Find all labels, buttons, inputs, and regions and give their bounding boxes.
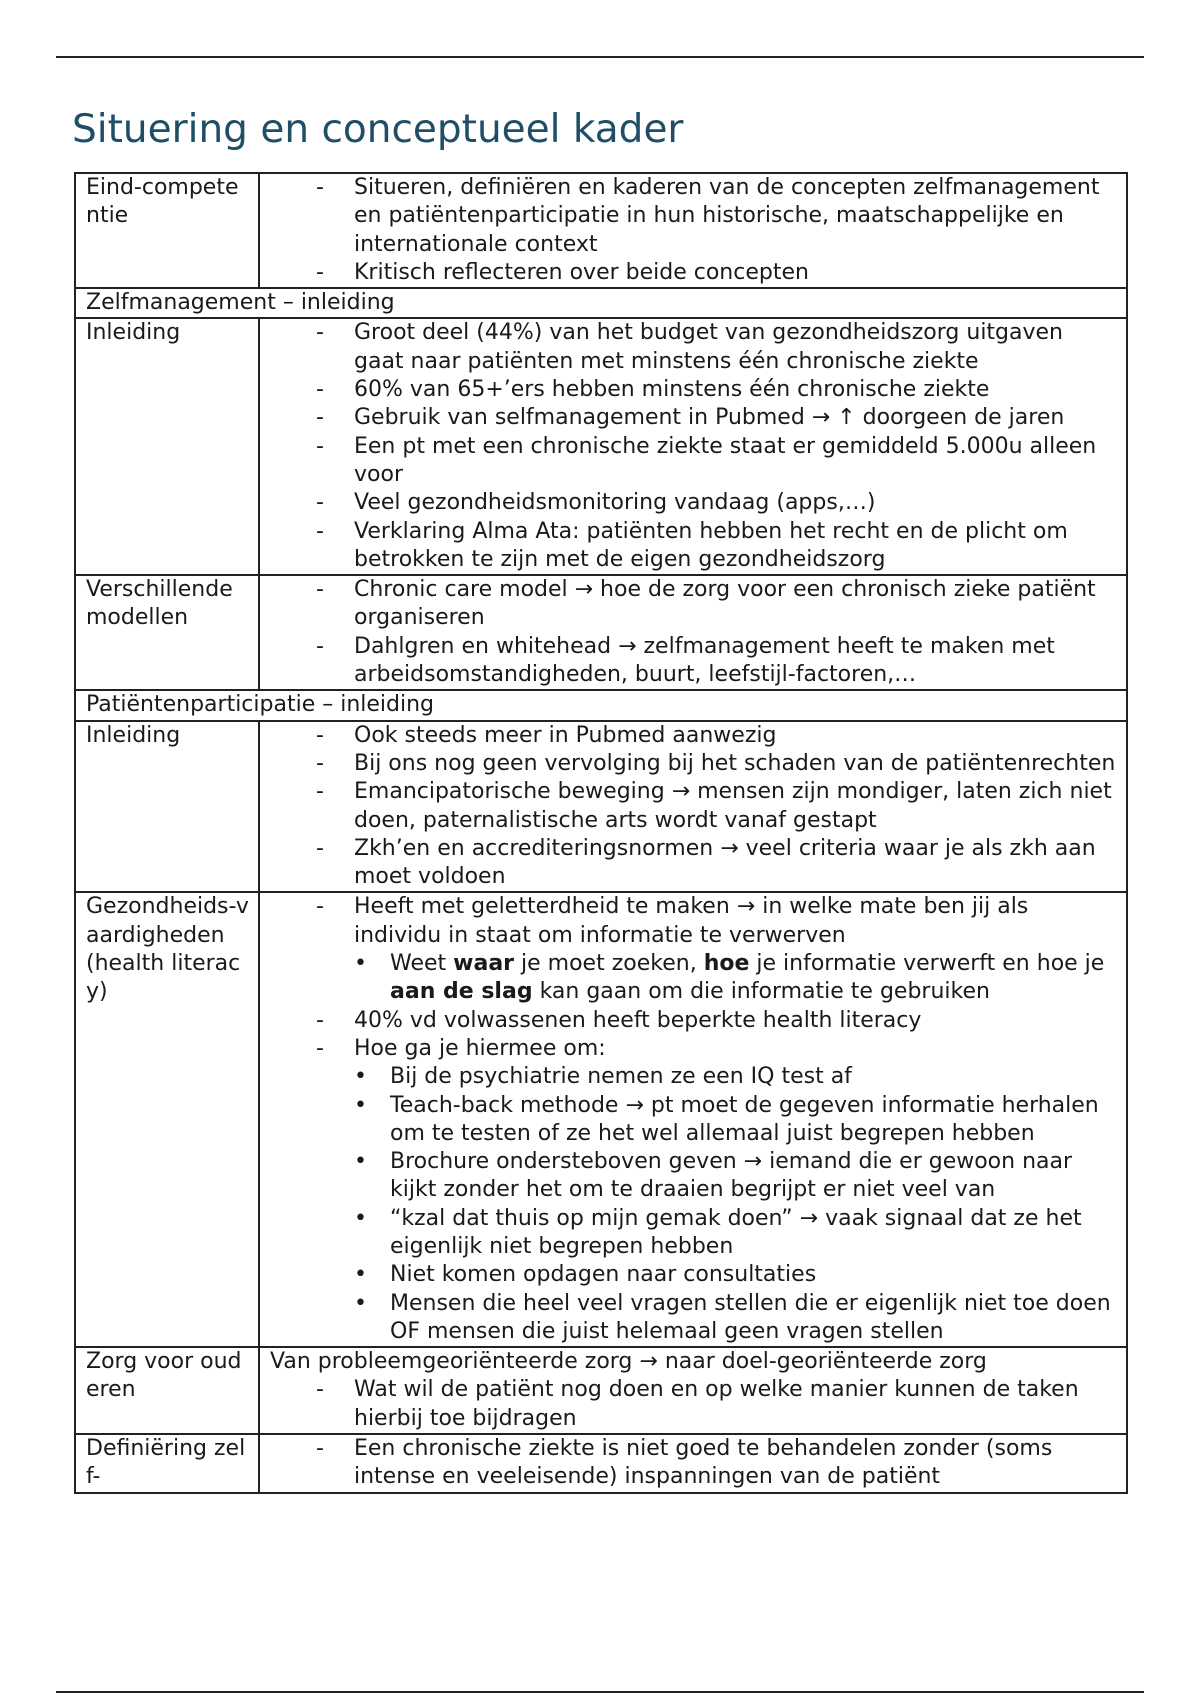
row-intro: Van probleemgeoriënteerde zorg → naar doel-georiënteerde zorg (270, 1349, 987, 1375)
dash-list (270, 319, 1118, 574)
text-run: je informatie verwerft en hoe je (749, 951, 1105, 977)
list-item: - Een pt met een chronische ziekte staat er gemiddeld 5.000u alleen voor (270, 433, 1118, 490)
list-item: - Chronic care model → hoe de zorg voor een chronisch zieke patiënt organiseren (270, 576, 1118, 633)
list-item: - Ook steeds meer in Pubmed aanwezig (270, 722, 1118, 750)
list-item: - Groot deel (44%) van het budget van gezondheidszorg uitgaven gaat naar patiënten met minstens één chronische ziekte (270, 319, 1118, 376)
text-run: Weet (390, 951, 454, 977)
list-item: - 60% van 65+’ers hebben minstens één chronische ziekte (270, 376, 1118, 404)
list-item: - Kritisch reflecteren over beide concepten (270, 259, 1118, 287)
bold-run: waar (453, 951, 515, 977)
bold-run: hoe (703, 951, 750, 977)
section-heading-row (75, 690, 1127, 720)
row-content (259, 318, 1127, 575)
text-run: je moet zoeken, (514, 951, 704, 977)
list-item: - Bij ons nog geen vervolging bij het schaden van de patiëntenrechten (270, 750, 1118, 778)
list-item (270, 893, 1118, 1006)
row-label: Inleiding (75, 721, 259, 893)
list-item: - Zkh’en en accrediteringsnormen → veel criteria waar je als zkh aan moet voldoen (270, 835, 1118, 892)
text-run: kan gaan om die informatie te gebruiken (532, 979, 990, 1005)
row-content (259, 721, 1127, 893)
list-item: - Een chronische ziekte is niet goed te behandelen zonder (soms intense en veeleisende) inspanningen van de patiënt (270, 1435, 1118, 1492)
dash-list (270, 1376, 1118, 1433)
list-item-text: Hoe ga je hiermee om: (354, 1035, 606, 1061)
section-heading: Patiëntenparticipatie – inleiding (75, 690, 1127, 720)
dash-list (270, 576, 1118, 689)
bullet-item: • “kzal dat thuis op mijn gemak doen” → vaak signaal dat ze het eigenlijk niet begrepen hebben (354, 1205, 1118, 1262)
page-title: Situering en conceptueel kader (72, 107, 684, 152)
list-item: - 40% vd volwassenen heeft beperkte health literacy (270, 1007, 1118, 1035)
list-item: - Gebruik van selfmanagement in Pubmed → ↑ doorgeen de jaren (270, 404, 1118, 432)
dash-list (270, 174, 1118, 287)
table-row (75, 721, 1127, 893)
bullet-item: • Mensen die heel veel vragen stellen die er eigenlijk niet toe doen OF mensen die juist helemaal geen vragen stellen (354, 1290, 1118, 1347)
row-label: Definiëring zelf- (75, 1434, 259, 1493)
bullet-item: • Bij de psychiatrie nemen ze een IQ test af (354, 1063, 1118, 1091)
bullet-list (354, 950, 1118, 1007)
bullet-item (354, 950, 1118, 1007)
row-label: Verschillende modellen (75, 575, 259, 690)
bold-run: aan de slag (390, 979, 533, 1005)
table-row (75, 575, 1127, 690)
row-content (259, 575, 1127, 690)
dash-list (270, 893, 1118, 1346)
top-rule (56, 56, 1144, 58)
row-label: Gezondheids-vaardigheden (health literacy) (75, 892, 259, 1347)
section-heading-row (75, 288, 1127, 318)
dash-list (270, 1435, 1118, 1492)
list-item (270, 1035, 1118, 1346)
bullet-item: • Teach-back methode → pt moet de gegeven informatie herhalen om te testen of ze het wel allemaal juist begrepen hebben (354, 1092, 1118, 1149)
list-item: - Emancipatorische beweging → mensen zijn mondiger, laten zich niet doen, paternalistische arts wordt vanaf gestapt (270, 778, 1118, 835)
row-content (259, 1434, 1127, 1493)
bullet-list (354, 1063, 1118, 1346)
bottom-rule (56, 1691, 1144, 1693)
row-label: Inleiding (75, 318, 259, 575)
dash-list (270, 722, 1118, 892)
table-row (75, 1434, 1127, 1493)
section-heading: Zelfmanagement – inleiding (75, 288, 1127, 318)
list-item: - Dahlgren en whitehead → zelfmanagement heeft te maken met arbeidsomstandigheden, buurt, leefstijl-factoren,… (270, 633, 1118, 690)
table-row (75, 173, 1127, 288)
list-item: - Situeren, definiëren en kaderen van de concepten zelfmanagement en patiëntenparticipatie in hun historische, maatschappelijke en internationale context (270, 174, 1118, 259)
table-row (75, 1347, 1127, 1434)
bullet-item: • Brochure ondersteboven geven → iemand die er gewoon naar kijkt zonder het om te draaien begrijpt er niet veel van (354, 1148, 1118, 1205)
list-item-text: Heeft met geletterdheid te maken → in welke mate ben jij als individu in staat om informatie te verwerven (354, 894, 1029, 948)
list-item: - Veel gezondheidsmonitoring vandaag (apps,…) (270, 489, 1118, 517)
list-item: - Verklaring Alma Ata: patiënten hebben het recht en de plicht om betrokken te zijn met de eigen gezondheidszorg (270, 518, 1118, 575)
row-label: Eind-competentie (75, 173, 259, 288)
table-row (75, 892, 1127, 1347)
row-content (259, 892, 1127, 1347)
list-item: - Wat wil de patiënt nog doen en op welke manier kunnen de taken hierbij toe bijdragen (270, 1376, 1118, 1433)
row-content (259, 1347, 1127, 1434)
row-content (259, 173, 1127, 288)
table-row (75, 318, 1127, 575)
notes-table (74, 172, 1128, 1494)
row-label: Zorg voor ouderen (75, 1347, 259, 1434)
bullet-item: • Niet komen opdagen naar consultaties (354, 1261, 1118, 1289)
